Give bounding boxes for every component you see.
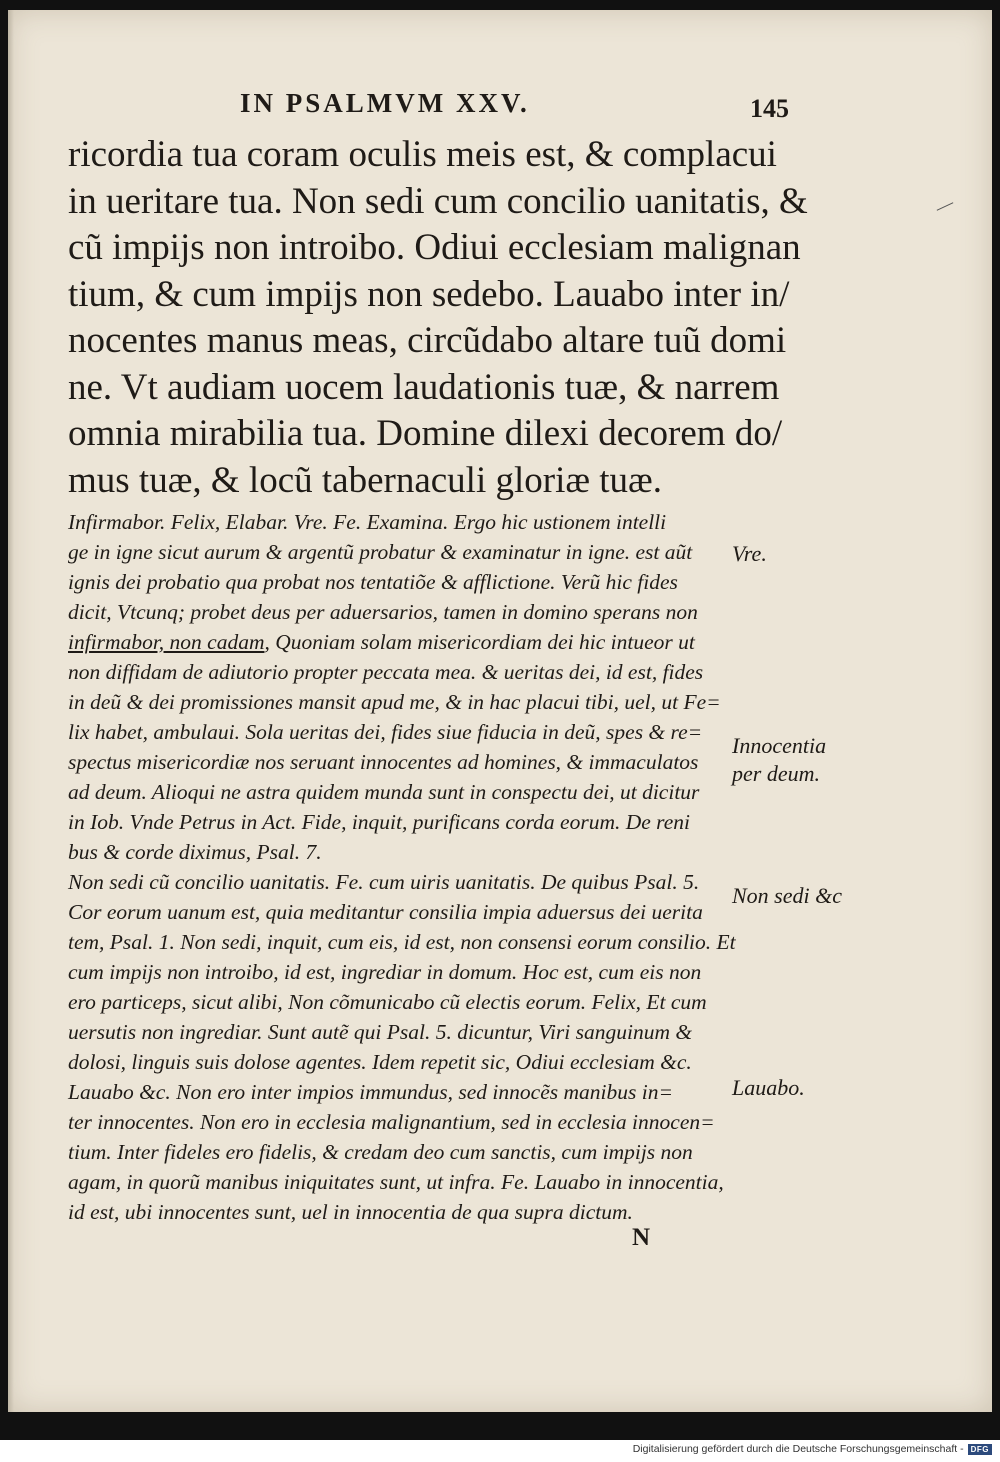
commentary-line bbox=[68, 657, 738, 687]
commentary-line bbox=[68, 597, 738, 627]
commentary-line bbox=[68, 867, 738, 897]
commentary-line bbox=[68, 1167, 738, 1197]
margin-note: Innocentia per deum. bbox=[732, 733, 827, 786]
commentary-text: ter innocentes. Non ero in ecclesia malignantium, sed in ecclesia innocen= bbox=[68, 1110, 715, 1134]
commentary-text: cum impijs non introibo, id est, ingrediar in domum. Hoc est, cum eis non bbox=[68, 960, 702, 984]
margin-note: Lauabo. bbox=[732, 1075, 805, 1100]
commentary-text: Infirmabor. Felix, Elabar. Vre. Fe. Examina. Ergo hic ustionem intelli bbox=[68, 510, 667, 534]
commentary-text: in Iob. Vnde Petrus in Act. Fide, inquit, purificans corda eorum. De reni bbox=[68, 810, 691, 834]
commentary-text: in deũ & dei promissiones mansit apud me, & in hac placui tibi, uel, ut Fe= bbox=[68, 690, 721, 714]
commentary-line bbox=[68, 627, 738, 657]
footer-credit bbox=[633, 1443, 992, 1455]
commentary-text: id est, ubi innocentes sunt, uel in innocentia de qua supra dictum. bbox=[68, 1200, 633, 1224]
underlined-phrase: infirmabor, non cadam bbox=[68, 630, 265, 654]
commentary-text: ignis dei probatio qua probat nos tentatiõe & afflictione. Verũ hic fides bbox=[68, 570, 678, 594]
commentary-text: tem, Psal. 1. Non sedi, inquit, cum eis, id est, non consensi eorum consilio. Et bbox=[68, 930, 736, 954]
commentary-text: ge in igne sicut aurum & argentũ probatur & examinatur in igne. est aũt bbox=[68, 540, 693, 564]
margin-note: Vre. bbox=[732, 541, 767, 566]
psalm-line: tium, & cum impijs non sedebo. Lauabo inter in/ bbox=[68, 273, 790, 315]
dfg-logo: DFG bbox=[968, 1444, 992, 1455]
commentary-line bbox=[68, 537, 738, 567]
page-edge bbox=[8, 10, 14, 1412]
commentary-text: ad deum. Alioqui ne astra quidem munda sunt in conspectu dei, ut dicitur bbox=[68, 780, 700, 804]
psalm-line: ne. Vt audiam uocem laudationis tuæ, & narrem bbox=[68, 366, 780, 408]
commentary-line bbox=[68, 1077, 738, 1107]
commentary-text: , Quoniam solam misericordiam dei hic intueor ut bbox=[264, 630, 695, 654]
commentary-line bbox=[68, 807, 738, 837]
psalm-line: nocentes manus meas, circũdabo altare tuũ domi bbox=[68, 320, 787, 361]
footer-text: Digitalisierung gefördert durch die Deutsche Forschungsgemeinschaft - bbox=[632, 1443, 964, 1455]
commentary-line bbox=[68, 717, 738, 747]
psalm-line: in ueritare tua. Non sedi cum concilio uanitatis, & bbox=[68, 180, 808, 222]
psalm-line: mus tuæ, & locũ tabernaculi gloriæ tuæ. bbox=[68, 459, 662, 501]
commentary-text: non diffidam de adiutorio propter peccata mea. & ueritas dei, id est, fides bbox=[68, 660, 704, 684]
commentary-text: dolosi, linguis suis dolose agentes. Idem repetit sic, Odiui ecclesiam &c. bbox=[68, 1050, 692, 1074]
commentary-text: lix habet, ambulaui. Sola ueritas dei, fides siue fiducia in deũ, spes & re= bbox=[68, 720, 703, 744]
psalm-line: cũ impijs non introibo. Odiui ecclesiam malignan bbox=[68, 227, 801, 268]
commentary-line bbox=[68, 747, 738, 777]
commentary-line bbox=[68, 1017, 738, 1047]
commentary-text: Non sedi cũ concilio uanitatis. Fe. cum uiris uanitatis. De quibus Psal. 5. bbox=[68, 870, 700, 894]
commentary-text: dicit, Vtcunq; probet deus per aduersarios, tamen in domino sperans non bbox=[68, 600, 698, 624]
commentary-line bbox=[68, 957, 738, 987]
commentary-line bbox=[68, 687, 738, 717]
book-page bbox=[8, 10, 992, 1412]
commentary-line bbox=[68, 507, 738, 537]
psalm-line: omnia mirabilia tua. Domine dilexi decorem do/ bbox=[68, 413, 783, 454]
commentary-line bbox=[68, 1137, 738, 1167]
commentary-line bbox=[68, 1107, 738, 1137]
commentary-text: agam, in quorũ manibus iniquitates sunt, ut infra. Fe. Lauabo in innocentia, bbox=[68, 1170, 724, 1194]
commentary-text: bus & corde diximus, Psal. 7. bbox=[68, 840, 322, 864]
commentary-line bbox=[68, 927, 738, 957]
commentary-line bbox=[68, 1047, 738, 1077]
ink-mark bbox=[937, 202, 954, 211]
commentary-text: ero particeps, sicut alibi, Non cõmunicabo cũ electis eorum. Felix, Et cum bbox=[68, 990, 707, 1014]
page-number: 145 bbox=[750, 94, 789, 123]
commentary-line bbox=[68, 897, 738, 927]
commentary-line bbox=[68, 567, 738, 597]
commentary-line bbox=[68, 987, 738, 1017]
commentary-block bbox=[68, 507, 738, 1227]
commentary-text: uersutis non ingrediar. Sunt autẽ qui Psal. 5. dicuntur, Viri sanguinum & bbox=[68, 1020, 693, 1044]
signature-mark: N bbox=[632, 1224, 651, 1251]
psalm-text-block bbox=[68, 132, 808, 504]
commentary-line bbox=[68, 777, 738, 807]
commentary-line bbox=[68, 1197, 738, 1227]
commentary-text: spectus misericordiæ nos seruant innocentes ad homines, & immaculatos bbox=[68, 750, 699, 774]
margin-note: Non sedi &c bbox=[732, 883, 842, 908]
commentary-text: Cor eorum uanum est, quia meditantur consilia impia aduersus dei uerita bbox=[68, 900, 703, 924]
commentary-line bbox=[68, 837, 738, 867]
running-head: IN PSALMVM XXV. bbox=[240, 88, 530, 118]
commentary-text: tium. Inter fideles ero fidelis, & credam deo cum sanctis, cum impijs non bbox=[68, 1140, 693, 1164]
psalm-line: ricordia tua coram oculis meis est, & complacui bbox=[68, 134, 777, 175]
commentary-text: Lauabo &c. Non ero inter impios immundus, sed innocẽs manibus in= bbox=[68, 1080, 673, 1104]
